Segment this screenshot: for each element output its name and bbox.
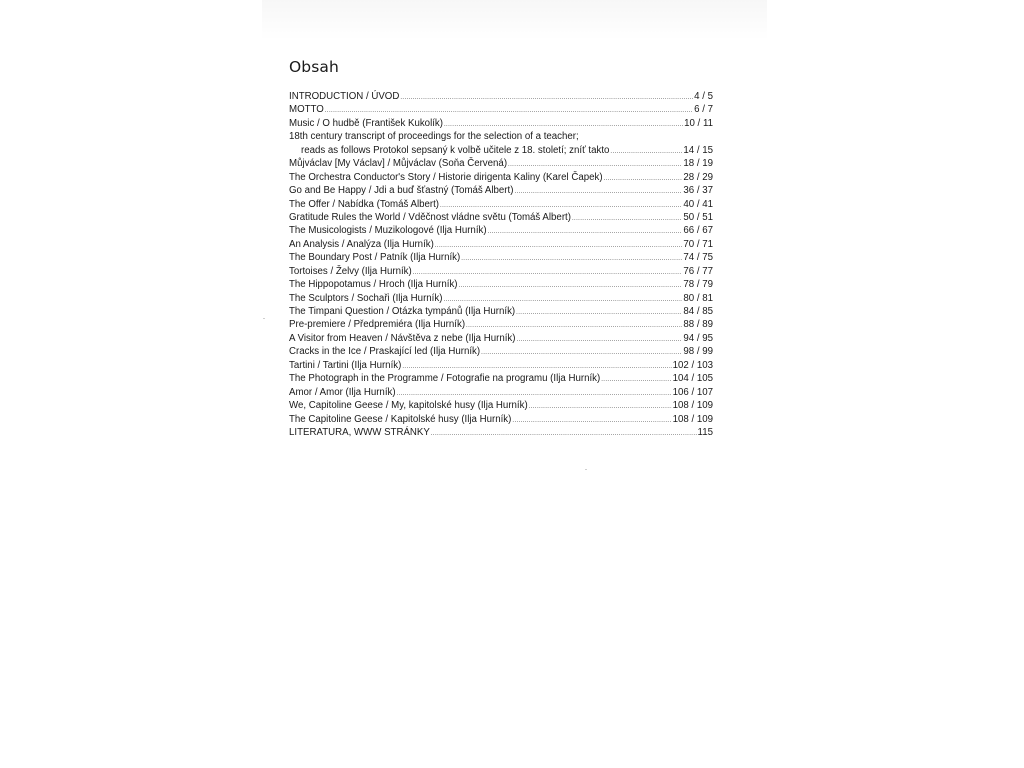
- toc-entry-page: 74 / 75: [683, 252, 713, 264]
- toc-entry: [289, 386, 713, 399]
- toc-entry-title: We, Capitoline Geese / My, kapitolské husy (Ilja Hurník): [289, 400, 528, 412]
- dot-leader: [516, 307, 682, 320]
- dot-leader: [488, 226, 683, 239]
- toc-entry-page: 36 / 37: [683, 185, 713, 197]
- scan-shadow: [262, 0, 767, 40]
- toc-entry: [289, 251, 713, 264]
- dot-leader: [459, 280, 683, 293]
- toc-entry-title: Gratitude Rules the World / Vděčnost vládne světu (Tomáš Albert): [289, 211, 571, 223]
- toc-entry-title: The Sculptors / Sochaři (Ilja Hurník): [289, 292, 443, 304]
- toc-entry-title: The Orchestra Conductor's Story / Historie dirigenta Kaliny (Karel Čapek): [289, 171, 603, 183]
- toc-entry: [289, 413, 713, 426]
- toc-entry: [289, 157, 713, 170]
- toc-entry-page: 108 / 109: [672, 400, 713, 412]
- toc-entry-title: Pre-premiere / Předpremiéra (Ilja Hurník): [289, 319, 466, 331]
- dot-leader: [400, 92, 693, 105]
- toc-entry-page: 10 / 11: [684, 117, 713, 129]
- toc-entry-title: The Capitoline Geese / Kapitolské husy (Ilja Hurník): [289, 413, 512, 425]
- dot-leader: [517, 334, 683, 347]
- toc-entry-page: 115: [697, 426, 713, 438]
- toc-entry-page: 78 / 79: [683, 279, 713, 291]
- toc-entry-page: 18 / 19: [683, 158, 713, 170]
- toc-entry: [289, 292, 713, 305]
- dot-leader: [435, 240, 683, 253]
- dot-leader: [481, 347, 682, 360]
- toc-entry-title: Amor / Amor (Ilja Hurník): [289, 386, 396, 398]
- toc-entry-page: 108 / 109: [672, 413, 713, 425]
- toc-entry: [289, 305, 713, 318]
- toc-entry-page: 70 / 71: [683, 238, 713, 250]
- toc-entry: [289, 399, 713, 412]
- toc-entry-title: INTRODUCTION / ÚVOD: [289, 91, 400, 102]
- toc-entry-title: Cracks in the Ice / Praskající led (Ilja Hurník): [289, 346, 481, 358]
- toc-entry: [289, 359, 713, 372]
- toc-entry: [289, 184, 713, 197]
- dot-leader: [514, 186, 682, 199]
- toc-entry-page: 6 / 7: [694, 104, 713, 116]
- toc-entry-title: A Visitor from Heaven / Návštěva z nebe (Ilja Hurník): [289, 332, 516, 344]
- toc-entry-page: 84 / 85: [683, 306, 713, 317]
- toc-entry-page: 106 / 107: [672, 386, 713, 398]
- toc-entry-page: 40 / 41: [683, 198, 713, 210]
- toc-entry: [289, 224, 713, 237]
- dot-leader: [610, 146, 682, 159]
- toc-entry-title: An Analysis / Analýza (Ilja Hurník): [289, 238, 434, 250]
- toc-entry: [289, 238, 713, 251]
- toc-entry-first-line: 18th century transcript of proceedings for the selection of a teacher;: [289, 131, 579, 143]
- scan-speck: [585, 469, 587, 470]
- toc-entry: [289, 211, 713, 224]
- scan-speck: [263, 318, 265, 319]
- toc-entry-title: reads as follows Protokol sepsaný k volbě učitele z 18. století; zníť takto: [301, 144, 610, 156]
- toc-entry-title: Tortoises / Želvy (Ilja Hurník): [289, 265, 412, 277]
- toc-entry: [289, 198, 713, 211]
- dot-leader: [431, 428, 697, 441]
- toc-entry-title: The Photograph in the Programme / Fotografie na programu (Ilja Hurník): [289, 373, 601, 385]
- toc-entry-page: 102 / 103: [672, 359, 713, 371]
- toc-entry-page: 98 / 99: [683, 346, 713, 358]
- toc-entry: [289, 426, 713, 439]
- toc-entry: [289, 332, 713, 345]
- toc-entry-title: The Timpani Question / Otázka tympánů (Ilja Hurník): [289, 306, 516, 317]
- toc-entry-title: The Musicologists / Muzikologové (Ilja Hurník): [289, 225, 487, 237]
- toc-heading: Obsah: [289, 58, 339, 76]
- toc-entry-title: MOTTO: [289, 104, 324, 116]
- toc-entry-page: 76 / 77: [683, 265, 713, 277]
- toc-entry-title: Music / O hudbě (František Kukolík): [289, 117, 443, 129]
- toc-entry: [289, 117, 713, 130]
- dot-leader: [529, 401, 672, 414]
- toc-entry-title: The Hippopotamus / Hroch (Ilja Hurník): [289, 279, 458, 291]
- toc-entry-title: Můjváclav [My Václav] / Můjváclav (Soňa Červená): [289, 158, 508, 170]
- toc-entry: [289, 171, 713, 184]
- toc-entry-page: 28 / 29: [683, 171, 713, 183]
- dot-leader: [601, 374, 671, 387]
- toc-entry: [289, 90, 713, 103]
- toc-entry-title: LITERATURA, WWW STRÁNKY: [289, 426, 430, 438]
- table-of-contents: [289, 90, 713, 439]
- toc-entry-title: The Boundary Post / Patník (Ilja Hurník): [289, 252, 461, 264]
- toc-entry-title: Go and Be Happy / Jdi a buď šťastný (Tomáš Albert): [289, 185, 514, 197]
- toc-entry-page: 88 / 89: [683, 319, 713, 331]
- dot-leader: [572, 213, 682, 226]
- toc-entry: [289, 144, 713, 157]
- dot-leader: [604, 173, 683, 186]
- toc-entry-title: The Offer / Nabídka (Tomáš Albert): [289, 198, 440, 210]
- toc-entry-page: 4 / 5: [694, 91, 713, 102]
- toc-entry: [289, 372, 713, 385]
- toc-entry-page: 66 / 67: [683, 225, 713, 237]
- toc-entry-page: 94 / 95: [683, 332, 713, 344]
- toc-entry: [289, 103, 713, 116]
- dot-leader: [461, 253, 682, 266]
- toc-entry: [289, 345, 713, 358]
- toc-entry: [289, 278, 713, 291]
- toc-entry-page: 14 / 15: [683, 144, 713, 156]
- toc-entry-page: 80 / 81: [683, 292, 713, 304]
- toc-entry: [289, 265, 713, 278]
- dot-leader: [512, 415, 671, 428]
- toc-entry-page: 50 / 51: [683, 211, 713, 223]
- toc-entry-page: 104 / 105: [672, 373, 713, 385]
- toc-entry: [289, 318, 713, 331]
- toc-entry-title: Tartini / Tartini (Ilja Hurník): [289, 359, 402, 371]
